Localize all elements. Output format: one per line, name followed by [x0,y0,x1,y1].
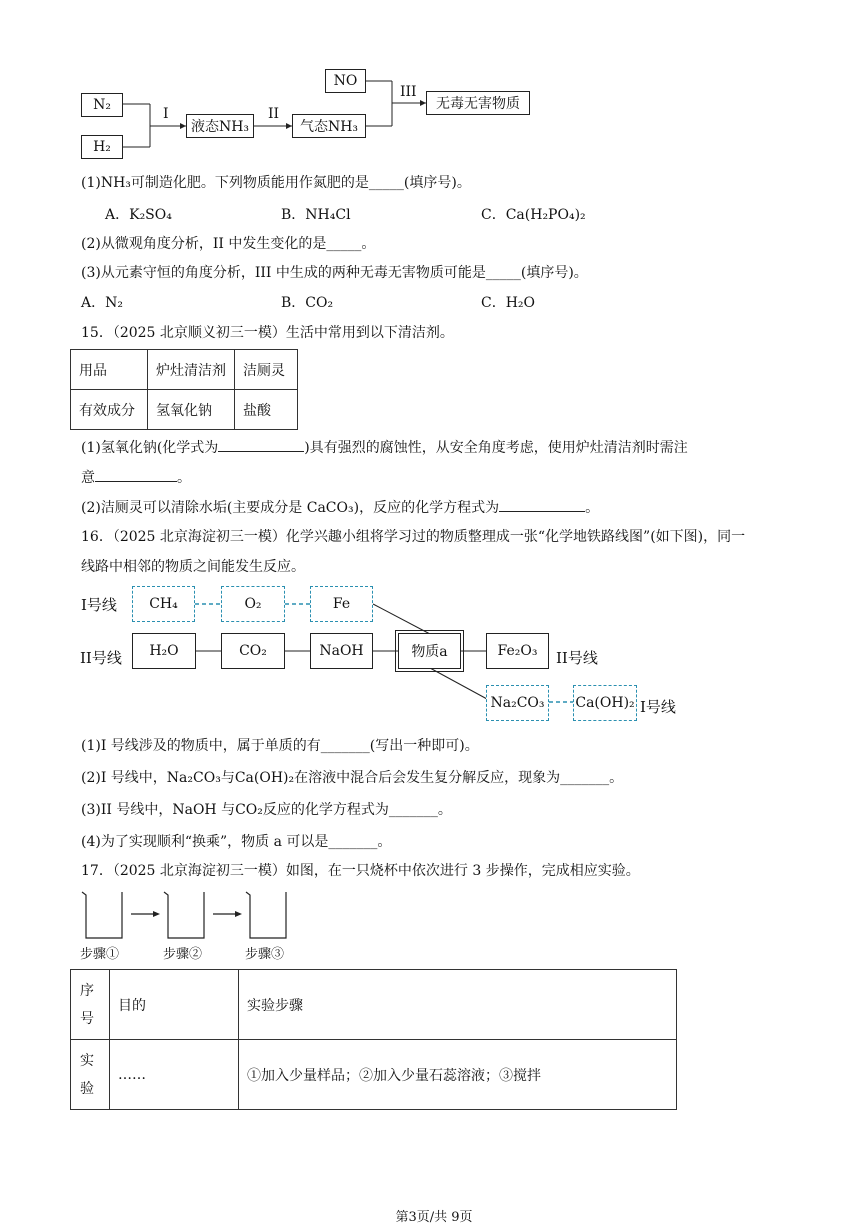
step3-label: III [400,84,417,100]
q15-sub1-text-a: (1)氢氧化钠(化学式为 [81,440,219,456]
table-cell: 实验 [71,1040,110,1110]
q16-sub2: (2)I 号线中，Na₂CO₃与Ca(OH)₂在溶液中混合后会发生复分解反应，现象为_______。 [81,770,624,786]
q16-sub3: (3)II 号线中，NaOH 与CO₂反应的化学方程式为_______。 [81,802,452,818]
line1-label-right: I号线 [640,698,676,716]
table-header-cell: 序号 [71,970,110,1040]
q14-sub3-option-b: B．CO₂ [281,295,334,311]
table-header-cell: 目的 [110,970,239,1040]
liquid-nh3-label: 液态NH₃ [190,119,250,135]
q15-sub2-text-b: 。 [585,500,600,516]
q15-sub1-text-b: )具有强烈的腐蚀性，从安全角度考虑，使用炉灶清洁剂时需注 [304,440,688,456]
q14-sub3-option-a: A．N₂ [81,295,123,311]
page-footer: 第3页/共 9页 [395,1210,473,1225]
q17-title: 17．（2025 北京海淀初三一模）如图，在一只烧杯中依次进行 3 步操作，完成相应实验。 [81,863,640,879]
line2-label-right: II号线 [556,649,598,667]
gas-nh3-label: 气态NH₃ [299,119,359,135]
step2-caption: 步骤② [163,947,203,962]
no-label: NO [333,73,358,89]
q15-sub1-text-d: 。 [177,470,191,486]
caoh2-label: Ca(OH)₂ [575,695,635,711]
ch4-label: CH₄ [149,596,178,612]
q15-sub1-text-c: 意 [81,470,95,486]
table-cell: 有效成分 [71,390,148,430]
co2-label: CO₂ [239,643,267,659]
q14-sub1: (1)NH₃可制造化肥。下列物质能用作氮肥的是_____(填序号)。 [81,175,471,191]
q15-sub2-text-a: (2)洁厕灵可以清除水垢(主要成分是 CaCO₃)，反应的化学方程式为 [81,500,500,516]
q16-sub4: (4)为了实现顺利“换乘”，物质 a 可以是_______。 [81,834,392,850]
substance-a-label: 物质a [411,644,448,660]
fe2o3-label: Fe₂O₃ [497,643,538,659]
q16-title-line2: 线路中相邻的物质之间能发生反应。 [81,559,305,575]
n2-label: N₂ [93,97,111,113]
q16-title-line1: 16．（2025 北京海淀初三一模）化学兴趣小组将学习过的物质整理成一张“化学地铁路线图”(如下图)，同一 [81,529,746,545]
line2-label: II号线 [80,649,122,667]
line1-label: I号线 [81,596,117,614]
q14-sub3-option-c: C．H₂O [481,295,536,311]
table-cell: 洁厕灵 [235,350,298,390]
q14-sub3: (3)从元素守恒的角度分析，III 中生成的两种无毒无害物质可能是_____(填序号)。 [81,265,588,281]
experiment-table [70,969,677,1110]
table-cell: 盐酸 [235,390,298,430]
harmless-product-label: 无毒无害物质 [436,96,520,112]
na2co3-label: Na₂CO₃ [490,695,545,711]
h2-label: H₂ [93,139,111,155]
q14-sub2: (2)从微观角度分析，II 中发生变化的是_____。 [81,236,376,252]
q14-sub1-option-a: A．K₂SO₄ [105,207,172,223]
step2-label: II [268,106,280,122]
table-cell: …… [110,1040,239,1110]
q16-sub1: (1)I 号线涉及的物质中，属于单质的有_______(写出一种即可)。 [81,738,479,754]
table-header-cell: 实验步骤 [239,970,677,1040]
q14-sub1-option-c: C．Ca(H₂PO₄)₂ [481,207,586,223]
table-cell: 氢氧化钠 [148,390,235,430]
fe-label: Fe [332,596,351,612]
h2o-label: H₂O [149,643,179,659]
q15-title: 15．（2025 北京顺义初三一模）生活中常用到以下清洁剂。 [81,325,454,341]
o2-label: O₂ [244,596,262,612]
naoh-label: NaOH [319,643,364,659]
step1-label: I [163,106,169,122]
q14-sub1-option-b: B．NH₄Cl [281,207,351,223]
step1-caption: 步骤① [80,947,120,962]
table-cell: ①加入少量样品；②加入少量石蕊溶液；③搅拌 [239,1040,677,1110]
table-cell: 炉灶清洁剂 [148,350,235,390]
table-cell: 用品 [71,350,148,390]
step3-caption: 步骤③ [245,947,285,962]
